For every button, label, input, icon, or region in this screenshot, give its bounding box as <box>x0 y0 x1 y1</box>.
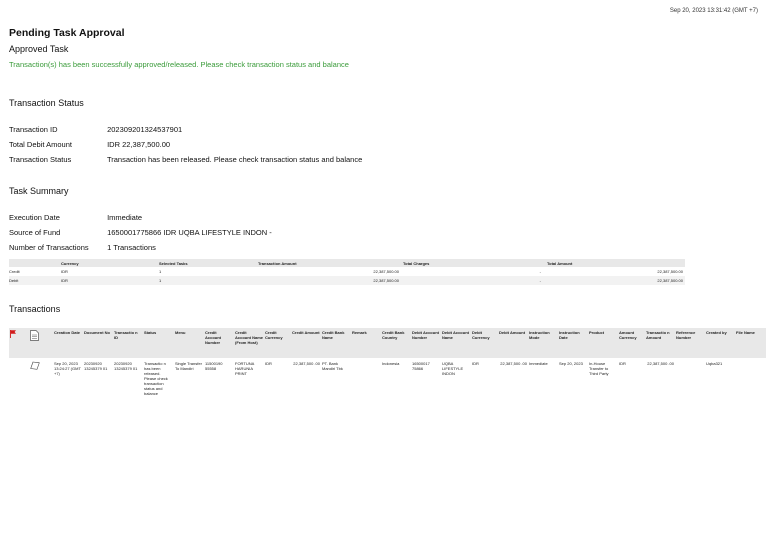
remark-cell <box>351 358 381 399</box>
number-of-transactions-value: 1 Transactions <box>107 243 156 252</box>
col-instruction-mode[interactable]: Instruction Mode <box>528 328 558 358</box>
col-credit-currency[interactable]: Credit Currency <box>264 328 291 358</box>
flag-cell <box>9 358 29 399</box>
summary-cell: Credit <box>9 267 61 276</box>
transaction-id-value: 202309201324537901 <box>107 125 183 134</box>
menu-cell: Single Transfer To Mandiri <box>175 361 202 371</box>
col-product[interactable]: Product <box>588 328 618 358</box>
summary-cell: - <box>403 276 547 285</box>
document-header[interactable] <box>29 328 53 358</box>
status-cell: Transactio n has been released. Please check transaction status and balance <box>144 361 168 396</box>
summary-header-total-charges: Total Charges <box>403 259 547 267</box>
credit-bank-name-cell: PT. Bank Mandiri Tbk <box>322 361 343 371</box>
transaction-status-heading: Transaction Status <box>9 98 84 108</box>
summary-header-total-amount: Total Amount <box>547 259 685 267</box>
total-debit-label: Total Debit Amount <box>9 140 72 149</box>
summary-cell: 1 <box>159 267 258 276</box>
flag-header[interactable] <box>9 328 29 358</box>
summary-cell: 1 <box>159 276 258 285</box>
col-transaction-amount[interactable]: Transactio n Amount <box>645 328 675 358</box>
transactions-heading: Transactions <box>9 304 61 314</box>
reference-number-cell <box>675 358 705 399</box>
summary-cell: 22,387,500.00 <box>258 276 403 285</box>
summary-cell: 22,387,500.00 <box>547 276 685 285</box>
col-reference-number[interactable]: Reference Number <box>675 328 705 358</box>
transactions-header-row <box>9 328 766 358</box>
datetime-label: Sep 20, 2023 13:31:42 (GMT +7) <box>669 8 758 14</box>
col-created-by[interactable]: Created by <box>705 328 735 358</box>
col-debit-amount[interactable]: Debit Amount <box>498 328 528 358</box>
creation-date-cell: Sep 20, 2023 13:24:27 (GMT +7) <box>54 361 81 376</box>
view-cell[interactable] <box>29 358 53 399</box>
file-name-cell <box>735 358 766 399</box>
instruction-date-cell: Sep 20, 2023 <box>559 361 583 366</box>
summary-cell: 22,387,500.00 <box>547 267 685 276</box>
col-menu[interactable]: Menu <box>174 328 204 358</box>
credit-account-number-cell: 11500190 55558 <box>205 361 223 371</box>
execution-date-label: Execution Date <box>9 213 60 222</box>
created-by-cell: Uqba321 <box>706 361 723 366</box>
table-row <box>9 358 766 399</box>
debit-account-name-cell: UQBA LIFESTYLE INDON <box>442 361 464 376</box>
transaction-id-label: Transaction ID <box>9 125 58 134</box>
source-of-fund-row <box>9 228 272 237</box>
transaction-status-row <box>9 155 362 164</box>
number-of-transactions-row <box>9 243 156 252</box>
col-instruction-date[interactable]: Instruction Date <box>558 328 588 358</box>
col-remark[interactable]: Remark <box>351 328 381 358</box>
success-message: Transaction(s) has been successfully approved/released. Please check transaction status and balance <box>9 60 349 69</box>
debit-currency-cell: IDR <box>472 361 479 366</box>
number-of-transactions-label: Number of Transactions <box>9 243 89 252</box>
col-debit-currency[interactable]: Debit Currency <box>471 328 498 358</box>
document-icon <box>30 330 39 341</box>
task-summary-table <box>9 259 685 285</box>
col-creation-date[interactable]: Creation Date <box>53 328 83 358</box>
col-credit-account-name[interactable]: Credit Account Name (From Host) <box>234 328 264 358</box>
summary-cell: IDR <box>61 276 159 285</box>
summary-header-type <box>9 259 61 267</box>
summary-header-currency: Currency <box>61 259 159 267</box>
credit-account-name-cell: FORTUNA HARUNIA PRINT <box>235 361 255 376</box>
source-of-fund-label: Source of Fund <box>9 228 61 237</box>
col-credit-amount[interactable]: Credit Amount <box>291 328 321 358</box>
transactions-table <box>9 328 766 399</box>
credit-bank-country-cell: Indonesia <box>382 361 400 366</box>
view-icon[interactable] <box>30 361 40 370</box>
task-summary-heading: Task Summary <box>9 186 69 196</box>
summary-cell: IDR <box>61 267 159 276</box>
summary-header-row <box>9 259 685 267</box>
source-of-fund-value: 1650001775866 IDR UQBA LIFESTYLE INDON - <box>107 228 272 237</box>
instruction-mode-cell: Immediate <box>529 361 548 366</box>
amount-currency-cell: IDR <box>619 361 626 366</box>
transaction-id-cell: 20230920 13245379 01 <box>114 361 138 371</box>
total-debit-value: IDR 22,387,500.00 <box>107 140 171 149</box>
col-status[interactable]: Status <box>143 328 174 358</box>
transaction-status-value: Transaction has been released. Please check transaction status and balance <box>106 155 363 164</box>
col-debit-account-number[interactable]: Debit Account Number <box>411 328 441 358</box>
credit-amount-cell: 22,387,500 .00 <box>293 361 320 366</box>
execution-date-value: Immediate <box>107 213 143 222</box>
credit-currency-cell: IDR <box>265 361 272 366</box>
debit-amount-cell: 22,387,500 .00 <box>500 361 527 366</box>
summary-cell: - <box>403 267 547 276</box>
summary-header-transaction-amount: Transaction Amount <box>258 259 403 267</box>
col-amount-currency[interactable]: Amount Currency <box>618 328 645 358</box>
col-transaction-id[interactable]: Transactio n ID <box>113 328 143 358</box>
summary-row-credit <box>9 267 685 276</box>
col-debit-account-name[interactable]: Debit Account Name <box>441 328 471 358</box>
col-file-name[interactable]: File Name <box>735 328 766 358</box>
transaction-id-row <box>9 125 182 134</box>
debit-account-number-cell: 16500017 75866 <box>412 361 430 371</box>
execution-date-row <box>9 213 142 222</box>
total-debit-row <box>9 140 170 149</box>
summary-row-debit <box>9 276 685 285</box>
col-credit-bank-country[interactable]: Credit Bank Country <box>381 328 411 358</box>
summary-header-selected-tasks: Selected Tasks <box>159 259 258 267</box>
col-credit-bank-name[interactable]: Credit Bank Name <box>321 328 351 358</box>
product-cell: In-House Transfer to Third Party <box>589 361 609 376</box>
col-document-no[interactable]: Document No <box>83 328 113 358</box>
summary-cell: 22,387,500.00 <box>258 267 403 276</box>
transaction-status-label: Transaction Status <box>9 155 72 164</box>
document-no-cell: 20230920 13245379 01 <box>84 361 108 371</box>
page-title: Pending Task Approval <box>9 27 125 39</box>
transaction-amount-cell: 22,387,500 .00 <box>647 361 674 366</box>
flag-icon <box>10 330 16 338</box>
summary-cell: Debit <box>9 276 61 285</box>
col-credit-account-number[interactable]: Credit Account Number <box>204 328 234 358</box>
page-subtitle: Approved Task <box>9 44 69 54</box>
